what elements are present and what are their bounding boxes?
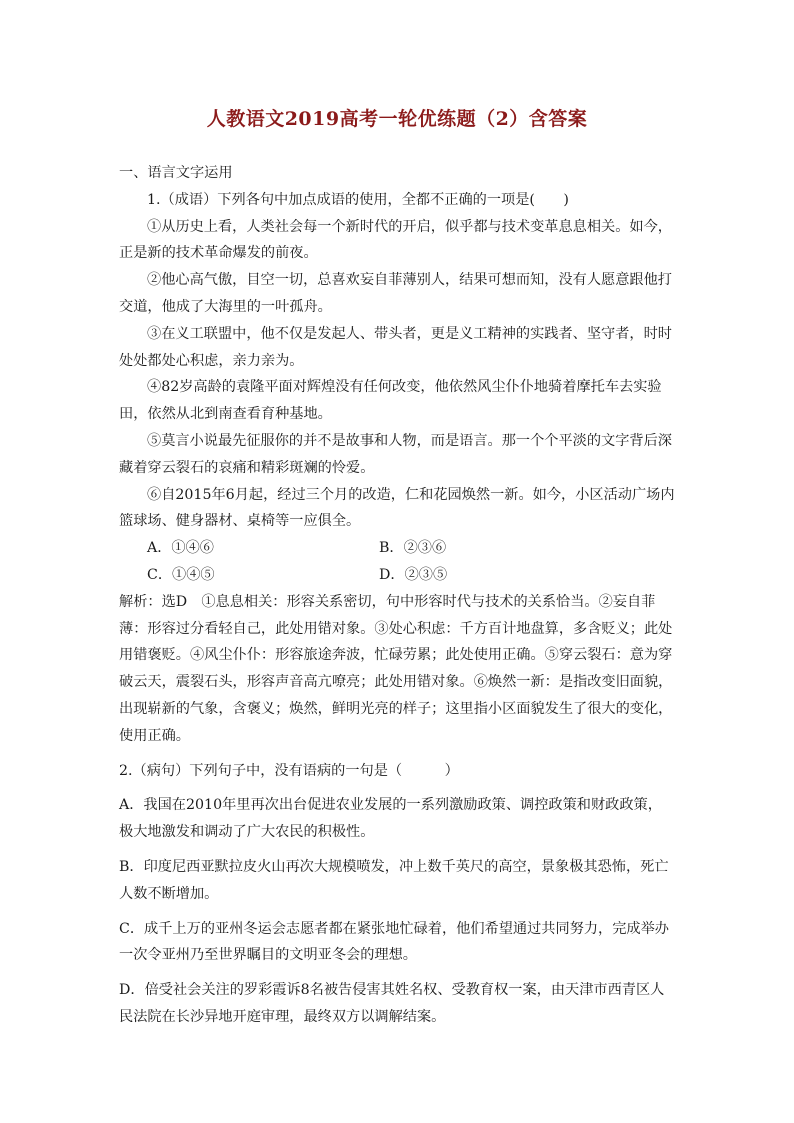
question-1-stem: 1.（成语）下列各句中加点成语的使用，全都不正确的一项是( ) (147, 191, 569, 208)
question-1-item-4: ④82岁高龄的袁隆平面对辉煌没有任何改变，他依然风尘仆仆地骑着摩托车去实验田，依然从北到南查看育种基地。 (119, 379, 662, 423)
document-body (119, 160, 675, 1031)
question-1-options-row-1 (119, 535, 675, 562)
question-2-option-d: D．倍受社会关注的罗彩霞诉8名被告侵害其姓名权、受教育权一案，由天津市西青区人民法院在长沙异地开庭审理，最终双方以调解结案。 (119, 982, 665, 1025)
option-d: D．②③⑤ (379, 566, 448, 583)
question-1-options-row-2 (119, 562, 675, 589)
question-1-item-1: ①从历史上看，人类社会每一个新时代的开启，似乎都与技术变革息息相关。如今，正是新的技术革命爆发的前夜。 (119, 218, 672, 262)
document-title: 人教语文2019高考一轮优练题（2）含答案 (206, 108, 588, 130)
section-heading: 一、语言文字运用 (119, 165, 233, 181)
question-1-item-6: ⑥自2015年6月起，经过三个月的改造，仁和花园焕然一新。如今，小区活动广场内篮球场、健身器材、桌椅等一应俱全。 (119, 486, 675, 530)
question-2-option-c: C．成千上万的亚州冬运会志愿者都在紧张地忙碌着，他们希望通过共同努力，完成举办一次令亚州乃至世界瞩目的文明亚冬会的理想。 (119, 920, 669, 964)
option-b: B．②③⑥ (379, 540, 447, 557)
option-c: C．①④⑤ (147, 566, 215, 583)
question-1-item-5: ⑤莫言小说最先征服你的并不是故事和人物，而是语言。那一个个平淡的文字背后深藏着穿云裂石的哀痛和精彩斑斓的怜爱。 (119, 432, 672, 476)
question-2-option-a: A．我国在2010年里再次出台促进农业发展的一系列激励政策、调控政策和财政政策，极大地激发和调动了广大农民的积极性。 (119, 797, 662, 841)
question-2-option-b: B．印度尼西亚默拉皮火山再次大规模喷发，冲上数千英尺的高空，景象极其恐怖，死亡人数不断增加。 (119, 858, 669, 902)
question-1-item-2: ②他心高气傲，目空一切，总喜欢妄自菲薄别人，结果可想而知，没有人愿意跟他打交道，他成了大海里的一叶孤舟。 (119, 272, 672, 315)
option-a: A．①④⑥ (147, 540, 214, 557)
question-1-item-3: ③在义工联盟中，他不仅是发起人、带头者，更是义工精神的实践者、坚守者，时时处处都处心积虑，亲力亲为。 (119, 325, 672, 369)
question-1-analysis: 解析：选D ①息息相关：形容关系密切，句中形容时代与技术的关系恰当。②妄自菲薄：形容过分看轻自己，此处用错对象。③处心积虑：千方百计地盘算，多含贬义；此处用错褒贬。④风尘仆仆：形容旅途奔波，忙碌劳累；此处使用正确。⑤穿云裂石：意为穿破云天，震裂石头，形容声音高亢嘹亮；此处用错对象。⑥焕然一新：是指改变旧面貌，出现崭新的气象，含褒义；焕然，鲜明光亮的样子；这里指小区面貌发生了很大的变化，使用正确。 (119, 593, 673, 744)
question-2-stem: 2.（病句）下列句子中，没有语病的一句是（ ） (119, 762, 459, 779)
